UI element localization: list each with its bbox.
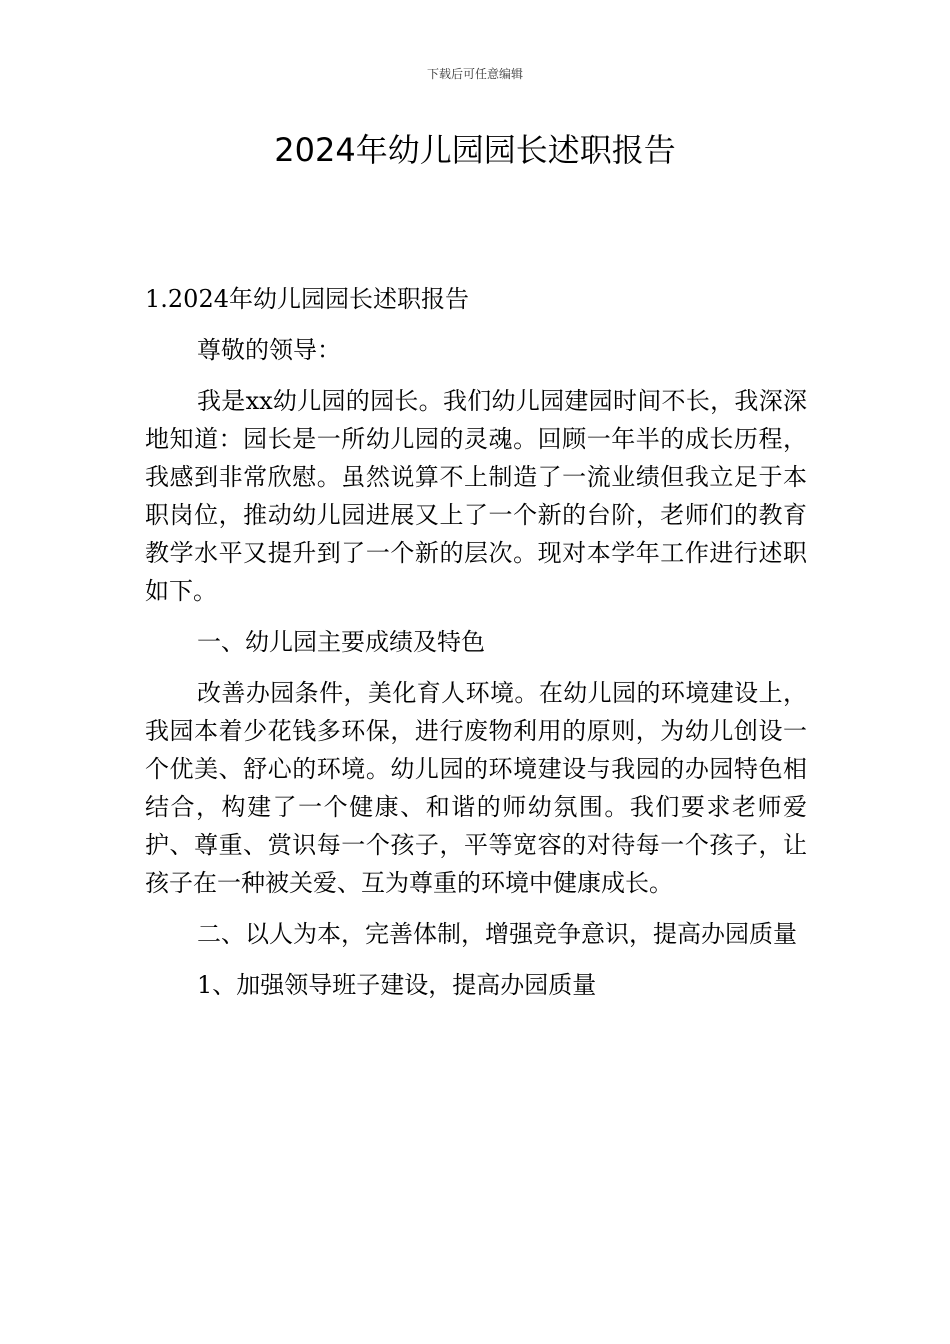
paragraph-environment: 改善办园条件，美化育人环境。在幼儿园的环境建设上，我园本着少花钱多环保，进行废物利用的原则，为幼儿创设一个优美、舒心的环境。幼儿园的环境建设与我园的办园特色相结合，构建了一个健康、和谐的师幼氛围。我们要求老师爱护、尊重、赏识每一个孩子，平等宽容的对待每一个孩子，让孩子在一种被关爱、互为尊重的环境中健康成长。 — [145, 679, 807, 897]
document-body — [145, 280, 807, 1017]
header-note: 下载后可任意编辑 — [426, 67, 523, 81]
paragraph-section-heading: 1.2024年幼儿园园长述职报告 — [145, 285, 469, 313]
paragraph-heading-achievements: 一、幼儿园主要成绩及特色 — [197, 628, 485, 656]
document-title: 2024年幼儿园园长述职报告 — [274, 131, 676, 169]
paragraph-subheading-leadership: 1、加强领导班子建设，提高办园质量 — [197, 971, 597, 999]
paragraph-introduction: 我是xx幼儿园的园长。我们幼儿园建园时间不长，我深深地知道：园长是一所幼儿园的灵魂。回顾一年半的成长历程，我感到非常欣慰。虽然说算不上制造了一流业绩但我立足于本职岗位，推动幼儿园进展又上了一个新的台阶，老师们的教育教学水平又提升到了一个新的层次。现对本学年工作进行述职如下。 — [145, 387, 807, 605]
paragraph-heading-people-oriented: 二、以人为本，完善体制，增强竞争意识，提高办园质量 — [197, 920, 797, 948]
paragraph-salutation: 尊敬的领导： — [197, 336, 341, 364]
